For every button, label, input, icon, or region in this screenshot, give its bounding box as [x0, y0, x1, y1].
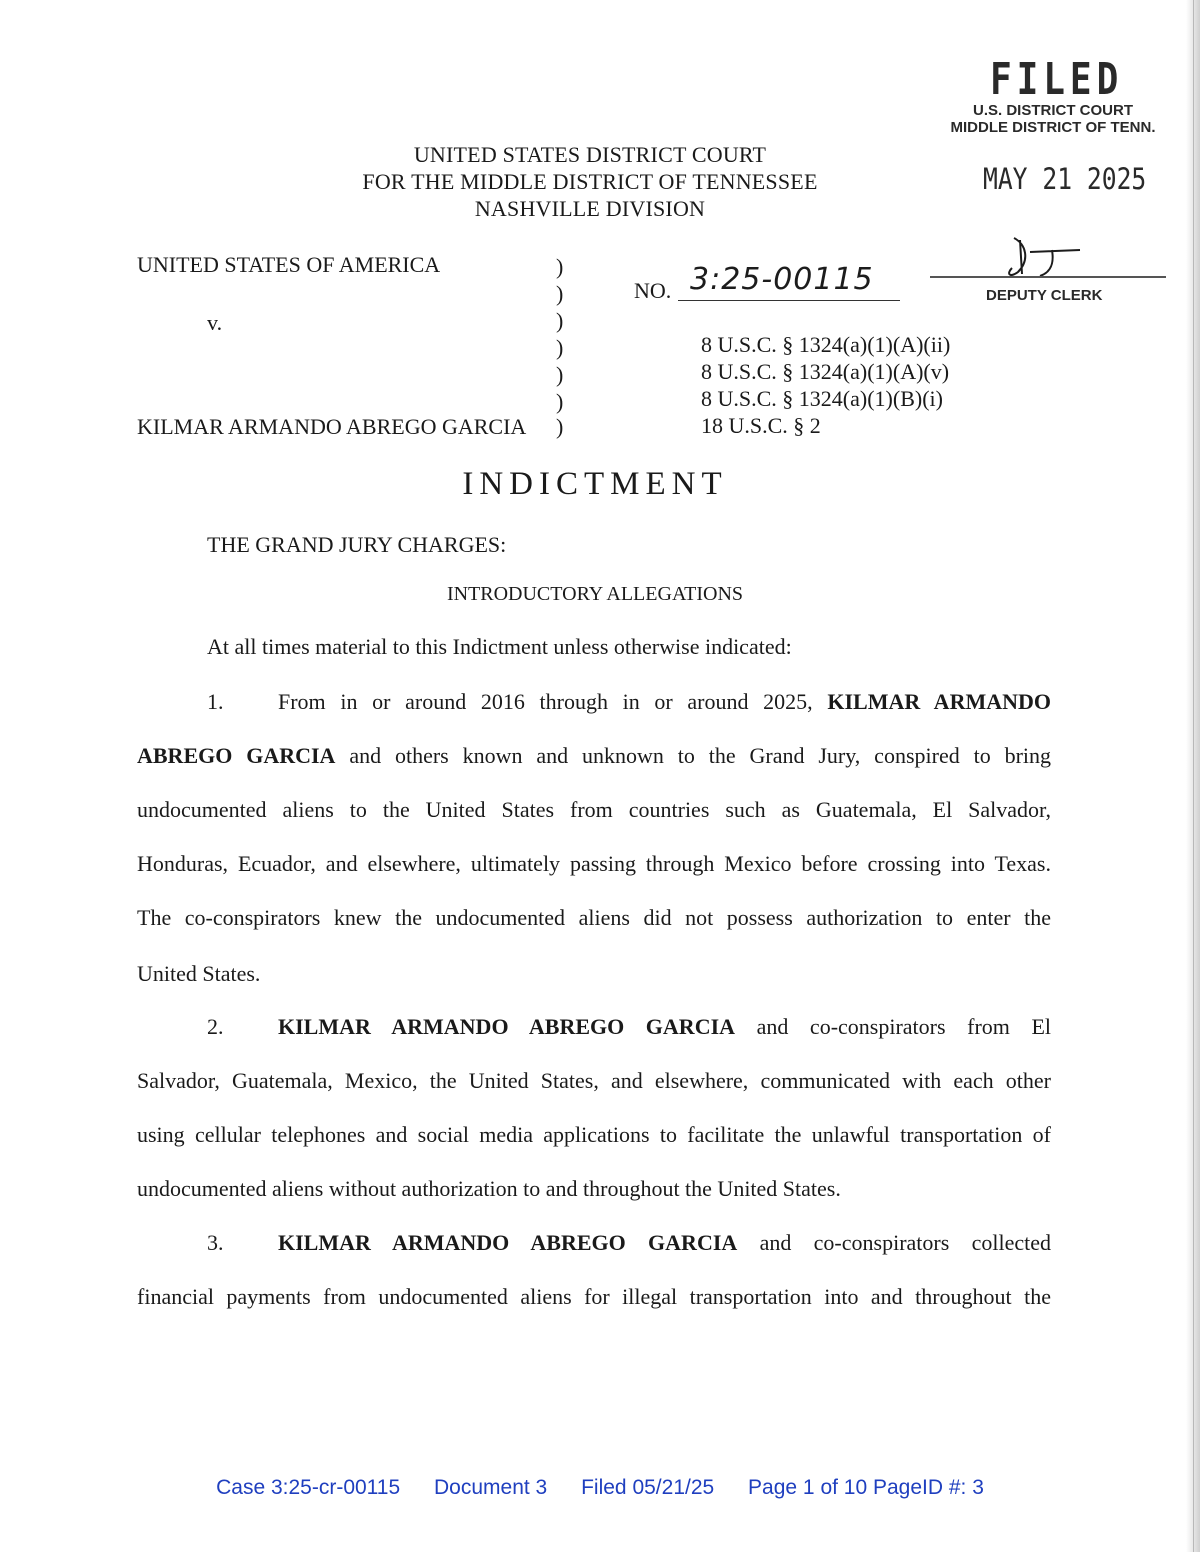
case-number-handwritten: 3:25-00115 [690, 262, 874, 297]
statute-item: 8 U.S.C. § 1324(a)(1)(B)(i) [701, 386, 943, 411]
grand-jury-charges: THE GRAND JURY CHARGES: [207, 532, 507, 557]
court-name: UNITED STATES DISTRICT COURT [413, 142, 767, 167]
case-number-underline [678, 300, 900, 301]
filed-stamp-court: U.S. DISTRICT COURT [973, 102, 1133, 119]
intro-sentence: At all times material to this Indictment unless otherwise indicated: [207, 634, 792, 659]
paragraph-2-line: undocumented aliens without authorization to and throughout the United States. [137, 1176, 841, 1201]
statute-list [701, 331, 950, 439]
caption-paren: ) [556, 362, 564, 387]
paragraph-1-line: Honduras, Ecuador, and elsewhere, ultimately passing through Mexico before crossing into Texas. [137, 851, 1051, 876]
caption-defendant: KILMAR ARMANDO ABREGO GARCIA [137, 414, 527, 439]
paragraph-text: and co-conspirators collected [759, 1230, 1051, 1255]
paragraph-2-line: using cellular telephones and social media applications to facilitate the unlawful transportation of [137, 1122, 1051, 1147]
footer-document: Document 3 [434, 1476, 548, 1499]
caption-paren: ) [556, 254, 564, 279]
caption-versus: v. [207, 310, 223, 335]
filed-stamp-district: MIDDLE DISTRICT OF TENN. [950, 119, 1156, 136]
paragraph-1-line: undocumented aliens to the United States from countries such as Guatemala, El Salvador, [137, 797, 1051, 822]
paragraph-number: 3. [207, 1230, 224, 1255]
paragraph-2-line [278, 1014, 1051, 1040]
statute-item: 8 U.S.C. § 1324(a)(1)(A)(ii) [701, 332, 951, 357]
paragraph-text: and others known and unknown to the Grand Jury, conspired to bring [349, 743, 1052, 768]
paragraph-2-line: Salvador, Guatemala, Mexico, the United States, and elsewhere, communicated with each other [137, 1068, 1051, 1093]
caption-paren: ) [556, 281, 564, 306]
paragraph-1-line [137, 743, 1051, 769]
paragraph-3-line: financial payments from undocumented aliens for illegal transportation into and throughout the [137, 1284, 1051, 1309]
defendant-name: ABREGO GARCIA [137, 743, 336, 768]
court-district: FOR THE MIDDLE DISTRICT OF TENNESSEE [362, 169, 818, 194]
caption-plaintiff: UNITED STATES OF AMERICA [137, 252, 441, 277]
paragraph-number: 1. [207, 689, 224, 714]
defendant-name: KILMAR ARMANDO ABREGO GARCIA [278, 1230, 738, 1255]
court-header [300, 141, 880, 222]
paragraph-3-line [278, 1230, 1051, 1256]
case-number-label: NO. [634, 278, 672, 303]
deputy-clerk-signature [1000, 232, 1090, 282]
footer-filed: Filed 05/21/25 [581, 1476, 715, 1499]
document-title: INDICTMENT [462, 466, 728, 502]
paragraph-text: From in or around 2016 through in or around 2025, [278, 689, 813, 714]
caption-paren: ) [556, 308, 564, 333]
footer-page: Page 1 of 10 PageID #: 3 [748, 1476, 984, 1499]
filed-stamp-date: MAY 21 2025 [983, 162, 1147, 196]
paragraph-1-line: United States. [137, 961, 261, 986]
paragraph-1-line [278, 689, 1051, 715]
footer-case: Case 3:25-cr-00115 [216, 1476, 401, 1499]
caption-paren: ) [556, 389, 564, 414]
caption-paren: ) [556, 414, 564, 439]
defendant-name: KILMAR ARMANDO [827, 689, 1051, 714]
statute-item: 8 U.S.C. § 1324(a)(1)(A)(v) [701, 359, 950, 384]
defendant-name: KILMAR ARMANDO ABREGO GARCIA [278, 1014, 736, 1039]
caption-paren: ) [556, 335, 564, 360]
deputy-clerk-line [930, 276, 1166, 278]
filed-stamp-title: FILED [990, 54, 1124, 105]
statute-item: 18 U.S.C. § 2 [701, 413, 821, 438]
paragraph-number: 2. [207, 1014, 224, 1039]
section-heading: INTRODUCTORY ALLEGATIONS [446, 583, 744, 605]
ecf-footer [0, 1476, 1200, 1500]
paragraph-1-line: The co-conspirators knew the undocumented aliens did not possess authorization to enter the [137, 905, 1051, 930]
paragraph-text: and co-conspirators from El [756, 1014, 1051, 1039]
court-division: NASHVILLE DIVISION [474, 196, 706, 221]
deputy-clerk-label: DEPUTY CLERK [986, 287, 1103, 304]
scan-edge-line [1193, 0, 1194, 1552]
